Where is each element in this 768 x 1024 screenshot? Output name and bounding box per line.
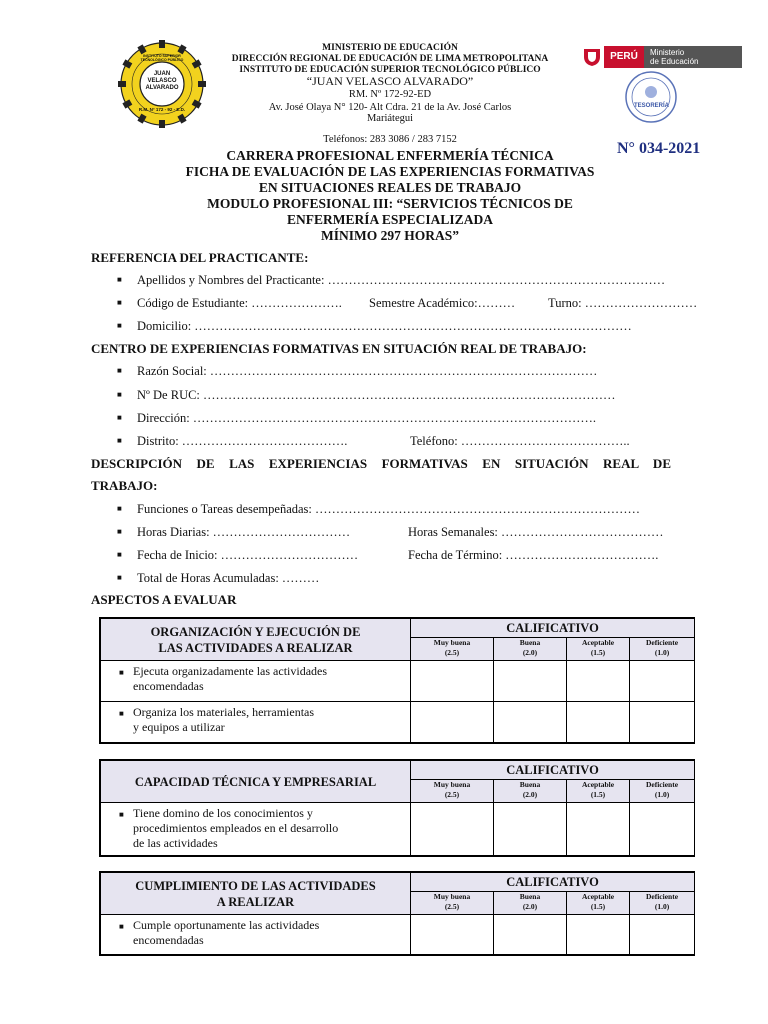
score-cell[interactable]	[567, 803, 630, 856]
criterion: ■ Organiza los materiales, herramientas y equipos a utilizar	[101, 702, 411, 743]
ministerio-label: Ministerio	[650, 48, 685, 57]
score-cell[interactable]	[630, 661, 695, 702]
table-heading-line: ORGANIZACIÓN Y EJECUCIÓN DE	[150, 624, 361, 639]
table-heading-line: A REALIZAR	[216, 894, 295, 909]
score-cell[interactable]	[567, 661, 630, 702]
field-ruc[interactable]: Nº De RUC: ………………………………………………………………………………………	[137, 388, 616, 402]
bullet-icon: ■	[117, 504, 122, 513]
header-nombre: “JUAN VELASCO ALVARADO”	[306, 74, 474, 88]
score-cell[interactable]	[494, 803, 567, 856]
section-heading-referencia: REFERENCIA DEL PRACTICANTE:	[91, 250, 309, 265]
column-buena: Buena (2.0)	[494, 638, 567, 661]
bullet-icon: ■	[117, 366, 122, 375]
calificativo-header: CALIFICATIVO	[411, 873, 695, 892]
institute-logo	[118, 40, 206, 128]
bullet-icon: ■	[117, 321, 122, 330]
criterion: ■ Cumple oportunamente las actividades encomendadas	[101, 915, 411, 955]
field-fecha-inicio[interactable]: Fecha de Inicio: ……………………………	[137, 548, 359, 562]
header-rm: RM. Nº 172-92-ED	[348, 89, 432, 100]
column-deficiente: Deficiente (1.0)	[630, 638, 695, 661]
title-line: EN SITUACIONES REALES DE TRABAJO	[258, 180, 522, 195]
score-cell[interactable]	[567, 702, 630, 743]
column-aceptable: Aceptable (1.5)	[567, 638, 630, 661]
field-total-horas[interactable]: Total de Horas Acumuladas: ………	[137, 571, 320, 585]
table-heading-line: CAPACIDAD TÉCNICA Y EMPRESARIAL	[134, 774, 377, 789]
bullet-icon: ■	[119, 810, 124, 819]
column-buena: Buena (2.0)	[494, 892, 567, 915]
column-buena: Buena (2.0)	[494, 780, 567, 803]
bullet-icon: ■	[117, 527, 122, 536]
column-muy-buena: Muy buena (2.5)	[411, 780, 494, 803]
bullet-icon: ■	[119, 668, 124, 677]
bullet-icon: ■	[119, 709, 124, 718]
bullet-icon: ■	[117, 550, 122, 559]
section-heading-aspectos: ASPECTOS A EVALUAR	[91, 592, 237, 607]
field-nombres[interactable]: Apellidos y Nombres del Practicante: ………………………………………………………………………	[137, 273, 666, 287]
column-deficiente: Deficiente (1.0)	[630, 892, 695, 915]
table-heading-line: LAS ACTIVIDADES A REALIZAR	[158, 640, 353, 655]
logo-text: JUAN	[153, 71, 171, 77]
peru-ministerio-logo	[580, 46, 742, 68]
header-ministerio: MINISTERIO DE EDUCACIÓN	[322, 43, 458, 53]
column-aceptable: Aceptable (1.5)	[567, 892, 630, 915]
ministerio-label-2: de Educación	[650, 57, 699, 66]
title-line: MODULO PROFESIONAL III: “SERVICIOS TÉCNICOS DE	[207, 196, 573, 211]
evaluation-table-organizacion	[99, 617, 695, 744]
field-horas-semanales[interactable]: Horas Semanales: …………………………………	[408, 525, 664, 539]
header-telefonos: Teléfonos: 283 3086 / 283 7152	[323, 134, 457, 145]
header-instituto: INSTITUTO DE EDUCACIÓN SUPERIOR TECNOLÓGICO PÚBLICO	[239, 65, 541, 75]
evaluation-table-capacidad	[99, 759, 695, 857]
title-line: CARRERA PROFESIONAL ENFERMERÍA TÉCNICA	[226, 148, 554, 163]
table-heading-line: CUMPLIMIENTO DE LAS ACTIVIDADES	[135, 878, 376, 893]
field-distrito[interactable]: Distrito: ………………………………….	[137, 434, 348, 448]
score-cell[interactable]	[411, 915, 494, 955]
table-heading	[101, 619, 411, 661]
bullet-icon: ■	[117, 413, 122, 422]
section-heading-descripcion: DESCRIPCIÓN DE LAS EXPERIENCIAS FORMATIVAS EN SITUACIÓN REAL DE	[91, 456, 671, 471]
header-direccion: DIRECCIÓN REGIONAL DE EDUCACIÓN DE LIMA METROPOLITANA	[231, 54, 549, 64]
score-cell[interactable]	[630, 702, 695, 743]
section-heading-centro: CENTRO DE EXPERIENCIAS FORMATIVAS EN SITUACIÓN REAL DE TRABAJO:	[91, 341, 587, 356]
logo-top-text: INSTITUTO SUPERIOR TECNOLÓGICO PÚBLICO	[140, 54, 184, 62]
table-row	[101, 915, 695, 955]
evaluation-table-cumplimiento	[99, 871, 695, 956]
score-cell[interactable]	[494, 702, 567, 743]
field-razon-social[interactable]: Razón Social: …………………………………………………………………………………	[137, 364, 598, 378]
score-cell[interactable]	[630, 915, 695, 955]
section-heading-descripcion-2: TRABAJO:	[91, 478, 158, 493]
logo-text: VELASCO	[147, 78, 177, 84]
field-fecha-termino[interactable]: Fecha de Término: ……………………………….	[408, 548, 659, 562]
bullet-icon: ■	[117, 390, 122, 399]
score-cell[interactable]	[411, 803, 494, 856]
table-row	[101, 661, 695, 702]
logo-bottom-text: R.M. N° 172 - 92 - E.D.	[138, 107, 186, 112]
title-line: MÍNIMO 297 HORAS”	[321, 228, 459, 243]
score-cell[interactable]	[494, 915, 567, 955]
field-funciones[interactable]: Funciones o Tareas desempeñadas: ……………………………………………………………………	[137, 502, 641, 516]
score-cell[interactable]	[630, 803, 695, 856]
table-row	[101, 702, 695, 743]
field-semestre[interactable]: Semestre Académico:………	[369, 296, 516, 310]
field-turno[interactable]: Turno: ………………………	[548, 296, 698, 310]
field-telefono[interactable]: Teléfono: …………………………………..	[410, 434, 630, 448]
peru-label: PERÚ	[604, 46, 644, 68]
title-line: FICHA DE EVALUACIÓN DE LAS EXPERIENCIAS FORMATIVAS	[185, 164, 595, 179]
peru-shield-icon	[580, 46, 604, 68]
column-deficiente: Deficiente (1.0)	[630, 780, 695, 803]
table-row	[101, 803, 695, 856]
bullet-icon: ■	[117, 298, 122, 307]
calificativo-header: CALIFICATIVO	[411, 619, 695, 638]
logo-text: ALVARADO	[145, 85, 179, 91]
column-aceptable: Aceptable (1.5)	[567, 780, 630, 803]
table-heading	[101, 761, 411, 803]
tesoreria-stamp	[624, 70, 678, 124]
title-line: ENFERMERÍA ESPECIALIZADA	[287, 212, 493, 227]
field-codigo[interactable]: Código de Estudiante: ………………….	[137, 296, 342, 310]
document-number: N° 034-2021	[617, 140, 701, 157]
calificativo-header: CALIFICATIVO	[411, 761, 695, 780]
stamp-label: TESORERÍA	[634, 103, 670, 109]
header-address-2: Mariátegui	[366, 113, 414, 124]
score-cell[interactable]	[494, 661, 567, 702]
criterion: ■ Ejecuta organizadamente las actividades encomendadas	[101, 661, 411, 702]
score-cell[interactable]	[411, 661, 494, 702]
column-muy-buena: Muy buena (2.5)	[411, 638, 494, 661]
bullet-icon: ■	[117, 573, 122, 582]
field-direccion[interactable]: Dirección: …………………………………………………………………………………….	[137, 411, 597, 425]
score-cell[interactable]	[411, 702, 494, 743]
criterion: ■ Tiene domino de los conocimientos y procedimientos empleados en el desarrollo de las actividades	[101, 803, 411, 856]
bullet-icon: ■	[119, 922, 124, 931]
column-muy-buena: Muy buena (2.5)	[411, 892, 494, 915]
field-horas-diarias[interactable]: Horas Diarias: ……………………………	[137, 525, 351, 539]
bullet-icon: ■	[117, 275, 122, 284]
field-domicilio[interactable]: Domicilio: ……………………………………………………………………………………………	[137, 319, 632, 333]
header-address: Av. José Olaya N° 120- Alt Cdra. 21 de la Av. José Carlos	[268, 102, 512, 113]
table-heading	[101, 873, 411, 915]
bullet-icon: ■	[117, 436, 122, 445]
score-cell[interactable]	[567, 915, 630, 955]
